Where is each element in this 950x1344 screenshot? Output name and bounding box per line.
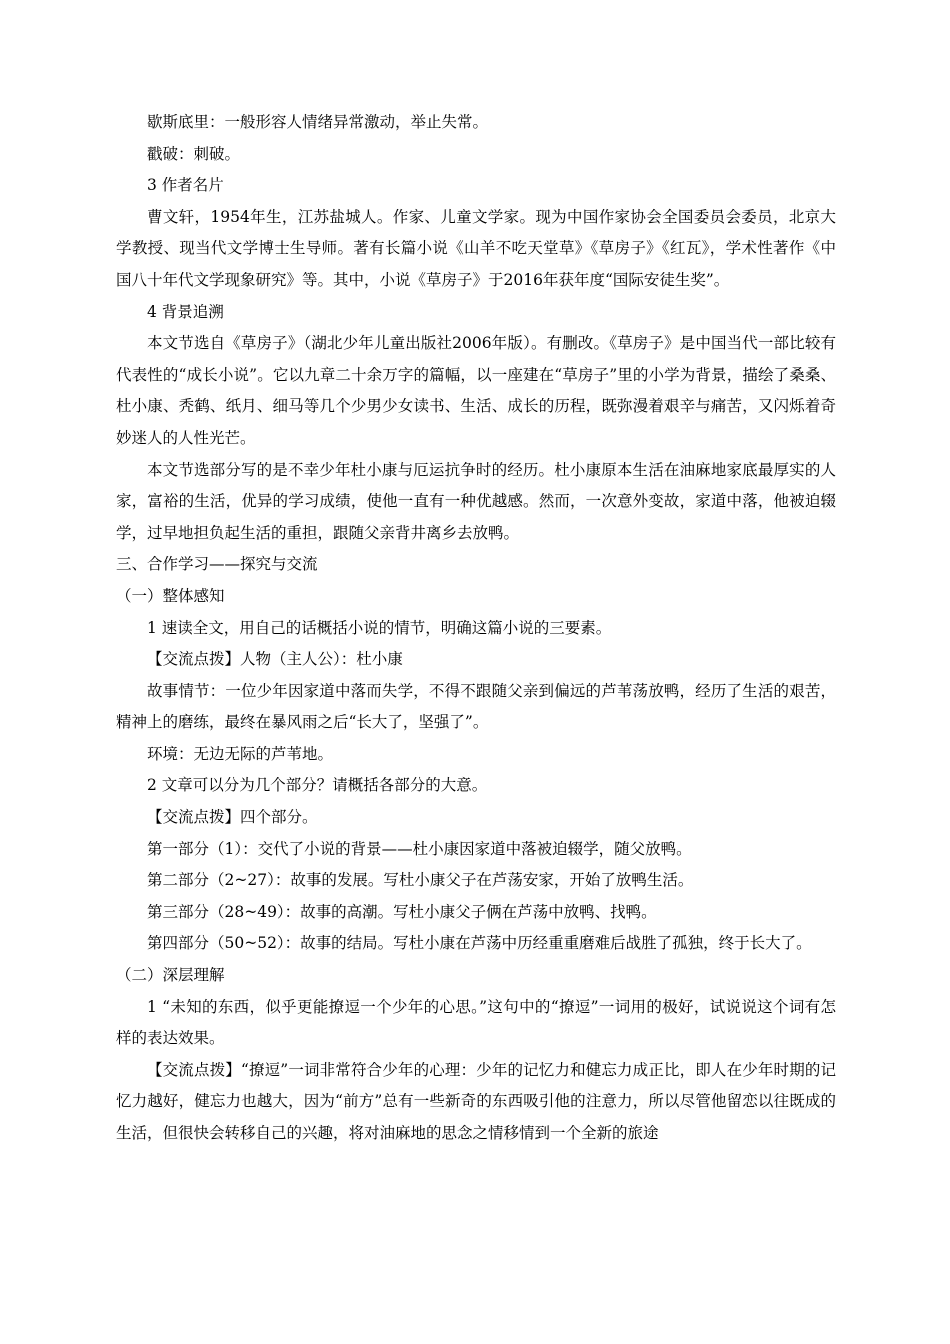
answer-four-parts: 【交流点拨】四个部分。	[147, 808, 318, 827]
section-heading-author: 3 作者名片	[147, 176, 224, 195]
subheading-overall: （一）整体感知	[116, 586, 225, 605]
part-4: 第四部分（50~52）：故事的结局。写杜小康在芦荡中历经重重磨难后战胜了孤独，终于长大了。	[147, 934, 812, 953]
section-heading-background: 4 背景追溯	[147, 302, 224, 321]
subheading-deep: （二）深层理解	[116, 966, 225, 985]
part-2: 第二部分（2~27）：故事的发展。写杜小康父子在芦荡安家，开始了放鸭生活。	[147, 871, 694, 890]
paragraph-background-1: 本文节选自《草房子》（湖北少年儿童出版社2006年版）。有删改。《草房子》是中国当代一部比较有代表性的“成长小说”。它以九章二十余万字的篇幅，以一座建在“草房子”里的小学为背景，描绘了桑桑、杜小康、秃鹤、纸月、细马等几个少男少女读书、生活、成长的历程，既弥漫着艰辛与痛苦，又闪烁着奇妙迷人的人性光芒。	[116, 334, 836, 447]
paragraph-background-2: 本文节选部分写的是不幸少年杜小康与厄运抗争时的经历。杜小康原本生活在油麻地家底最厚实的人家，富裕的生活，优异的学习成绩，使他一直有一种优越感。然而，一次意外变故，家道中落，他被迫辍学，过早地担负起生活的重担，跟随父亲背井离乡去放鸭。	[116, 460, 836, 542]
document-body	[116, 107, 836, 1150]
answer-character: 【交流点拨】人物（主人公）：杜小康	[147, 650, 403, 669]
answer-deep-1: 【交流点拨】“撩逗”一词非常符合少年的心理：少年的记忆力和健忘力成正比，即人在少年时期的记忆力越好，健忘力也越大，因为“前方”总有一些新奇的东西吸引他的注意力，所以尽管他留恋以往既成的生活，但很快会转移自己的兴趣，将对油麻地的思念之情移情到一个全新的旅途	[116, 1060, 836, 1142]
section-heading-cooperative: 三、合作学习——探究与交流	[116, 555, 318, 574]
question-1: 1 速读全文，用自己的话概括小说的情节，明确这篇小说的三要素。	[147, 618, 612, 637]
answer-setting: 环境：无边无际的芦苇地。	[147, 744, 334, 763]
definition-pierce: 戳破：刺破。	[147, 144, 241, 163]
question-2: 2 文章可以分为几个部分？请概括各部分的大意。	[147, 776, 488, 795]
definition-hysteria: 歇斯底里：一般形容人情绪异常激动，举止失常。	[147, 113, 489, 131]
question-deep-1: 1 “未知的东西，似乎更能撩逗一个少年的心思。”这句中的“撩逗”一词用的极好，试说说这个词有怎样的表达效果。	[116, 997, 836, 1048]
paragraph-author-bio: 曹文轩，1954年生，江苏盐城人。作家、儿童文学家。现为中国作家协会全国委员会委员，北京大学教授、现当代文学博士生导师。著有长篇小说《山羊不吃天堂草》《草房子》《红瓦》，学术性著作《中国八十年代文学现象研究》等。其中，小说《草房子》于2016年获年度“国际安徒生奖”。	[116, 207, 836, 289]
part-1: 第一部分（1）：交代了小说的背景——杜小康因家道中落被迫辍学，随父放鸭。	[147, 839, 692, 858]
part-3: 第三部分（28~49）：故事的高潮。写杜小康父子俩在芦荡中放鸭、找鸭。	[147, 902, 657, 921]
answer-plot: 故事情节：一位少年因家道中落而失学，不得不跟随父亲到偏远的芦苇荡放鸭，经历了生活的艰苦，精神上的磨练，最终在暴风雨之后“长大了，坚强了”。	[116, 681, 836, 732]
